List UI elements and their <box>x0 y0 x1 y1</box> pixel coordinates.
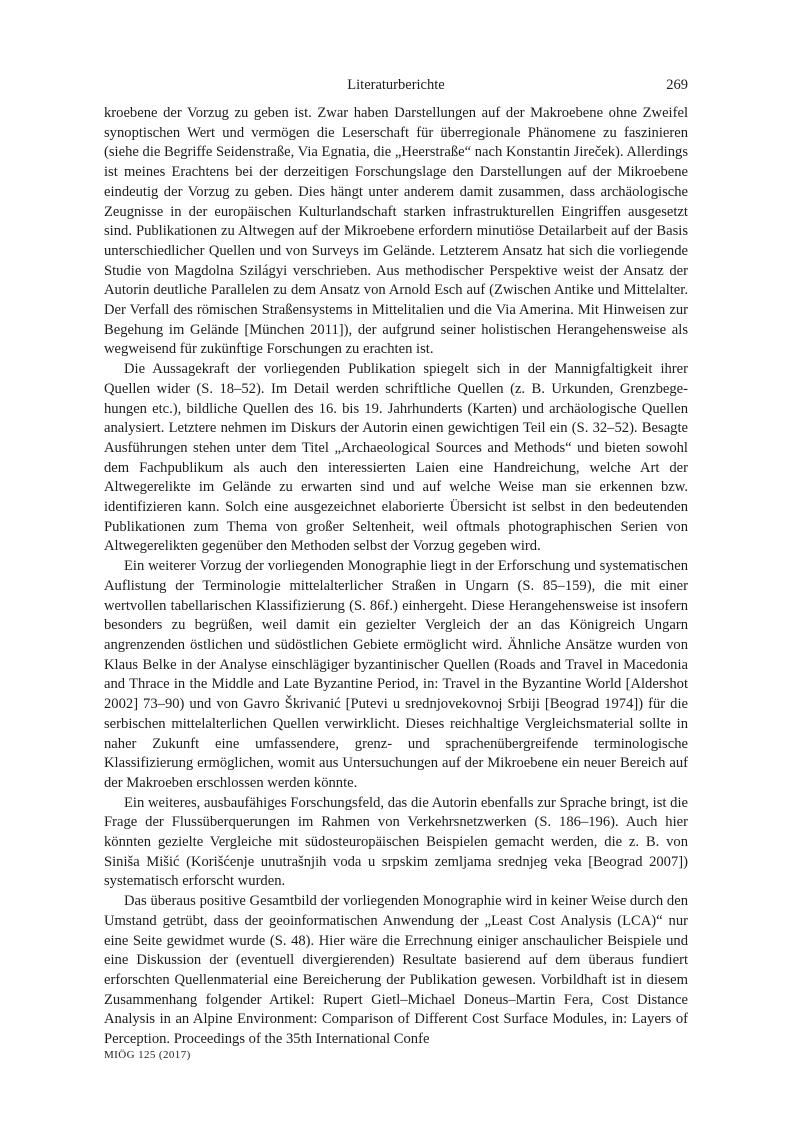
paragraph-4: Ein weiteres, ausbaufähiges Forschungsfeld, das die Autorin ebenfalls zur Sprache bringt, ist die Frage der Flussüberquerungen im Rahmen von Verkehrsnetzwerken (S. 186–196). Auch hier könnten gezielte Vergleiche mit südosteuropäischen Beispielen gemacht werden, die z. B. von Siniša Mišić (Korišćenje unutrašnjih voda u srpskim zemljama srednjeg veka [Beograd 2007]) systematisch erforscht wurden. <box>104 794 688 890</box>
article-body <box>104 104 688 1050</box>
running-title: Literaturberichte <box>347 77 445 93</box>
journal-footer: MIÖG 125 (2017) <box>104 1049 191 1061</box>
page-number: 269 <box>666 77 688 93</box>
paragraph-5: Das überaus positive Gesamtbild der vorliegenden Monographie wird in keiner Weise durch den Umstand getrübt, dass der geoinformatischen Anwendung der „Least Cost Analysis (LCA)“ nur eine Seite gewidmet wurde (S. 48). Hier wäre die Errechnung einiger anschaulicher Beispiele und eine Diskussion der (eventuell divergierenden) Resultate basierend auf dem überaus fundiert erforschten Quellenmaterial eine Bereicherung der Publikation gewesen. Vorbildhaft ist in diesem Zusammenhang folgender Artikel: Rupert Gietl–Michael Doneus–Martin Fera, Cost Distance Analysis in an Alpine Environment: Comparison of Different Cost Surface Modules, in: Layers of Perception. Proceedings of the 35th International Confe <box>104 893 688 1048</box>
paragraph-3: Ein weiterer Vorzug der vorliegenden Monographie liegt in der Erforschung und systematischen Auflistung der Terminologie mittelalterlicher Straßen in Ungarn (S. 85–159), die mit einer wertvollen tabellarischen Klassifizierung (S. 86f.) einhergeht. Diese Herangehensweise ist insofern besonders zu begrüßen, weil damit ein gezielter Vergleich der an das Königreich Ungarn angrenzenden östlichen und südöstlichen Gebiete ermöglicht wird. Ähnliche Ansätze wurden von Klaus Belke in der Analyse einschlägiger byzantinischer Quellen (Roads and Travel in Macedonia and Thrace in the Middle and Late Byzantine Period, in: Travel in the Byzantine World [Aldershot 2002] 73–90) und von Gavro Škrivanić [Putevi u srednjovekovnoj Srbiji [Beograd 1974]) für die serbischen mittelalterlichen Quellen verwirklicht. Dieses reichhaltige Vergleichsmaterial sollte in naher Zukunft eine umfassendere, grenz- und sprachenübergreifende terminologische Klassifizierung ermöglichen, womit aus Untersuchungen auf der Mikroebene ein neuer Bereich auf der Makroeben erschlossen werden könnte. <box>104 558 688 791</box>
paragraph-1: kroebene der Vorzug zu geben ist. Zwar haben Darstellungen auf der Makroebene ohne Zweifel synoptischen Wert und vermögen die Leserschaft für überregionale Phänomene zu faszinieren (siehe die Begriffe Seidenstraße, Via Egnatia, die „Heerstraße“ nach Konstantin Jireček). Allerdings ist meines Erachtens bei der derzeitigen Forschungslage den Darstellungen auf der Mikroebene eindeutig der Vorzug zu geben. Dies hängt unter anderem damit zusammen, dass archäologische Zeugnisse in der europäischen Kulturlandschaft starken infrastrukturellen Eingriffen ausgesetzt sind. Publikationen zu Altwegen auf der Mikroebene erfordern minutiöse Detailarbeit auf der Basis unterschiedlicher Quellen und von Surveys im Gelände. Letzterem Ansatz hat sich die vorliegende Studie von Magdolna Szilágyi verschrieben. Aus methodischer Perspektive weist der Ansatz der Autorin deutliche Parallelen zu dem Ansatz von Arnold Esch auf (Zwischen Antike und Mittelalter. Der Verfall des römischen Straßensystems in Mittelitalien und die Via Amerina. Mit Hinweisen zur Begehung im Gelände [München 2011]), der aufgrund seiner holistischen Herangehensweise als wegweisend für zukünftige Forschungen zu erachten ist. <box>104 105 688 358</box>
paragraph-2: Die Aussagekraft der vorliegenden Publikation spiegelt sich in der Mannigfaltigkeit ihrer Quellen wider (S. 18–52). Im Detail werden schriftliche Quellen (z. B. Urkunden, Grenzbegehungen etc.), bildliche Quellen des 16. bis 19. Jahrhunderts (Karten) und archäologische Quellen analysiert. Letztere nehmen im Diskurs der Autorin einen gewichtigen Teil ein (S. 32–52). Besagte Ausführungen stehen unter dem Titel „Archaeological Sources and Methods“ und bieten sowohl dem Fachpublikum als auch den interessierten Laien eine Handreichung, welche Art der Altwegerelikte im Gelände zu erwarten sind und auf welche Weise man sie erkennen bzw. identifizieren kann. Solch eine ausgezeichnet elaborierte Übersicht ist selbst in den bedeutenden Publikationen zum Thema von großer Seltenheit, weil oftmals photographischen Serien von Altwegerelikten gegenüber den Methoden selbst der Vorzug gegeben wird. <box>104 361 688 555</box>
